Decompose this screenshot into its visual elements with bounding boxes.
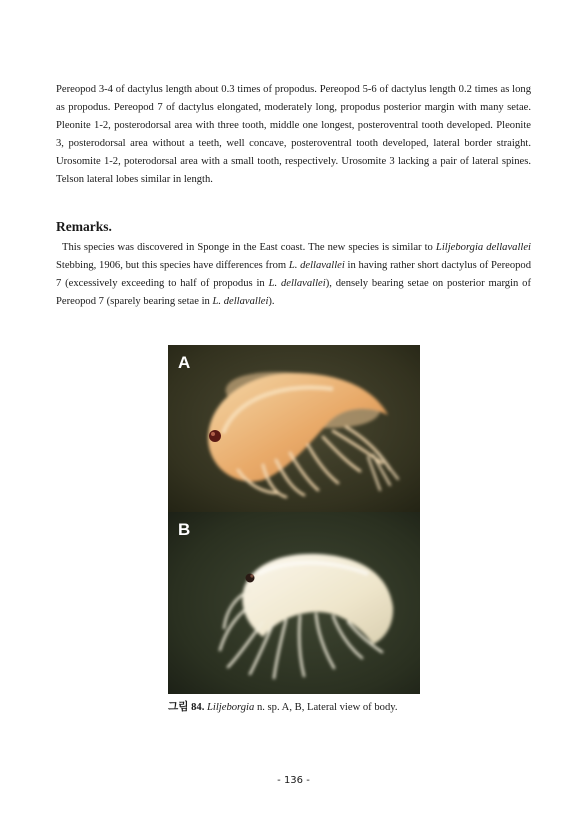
species-name: L. dellavallei [212,296,269,307]
remarks-text: ), densely bearing setae on posterior margin of Pereopod 7 (sparely bearing setae in [56,278,532,307]
remarks-paragraph [56,239,531,311]
description-paragraph: Pereopod 3-4 of dactylus length about 0.3 times of propodus. Pereopod 5-6 of dactylus length 0.2 times as long as propodus. Pereopod 7 of dactylus elongated, moderately long, propodus posterior margin with many setae. Pleonite 1-2, posterodorsal area with three tooth, middle one longest, posteroventral tooth developed. Pleonite 3, posterodorsal area without a teeth, well concave, posteroventral tooth developed, lateral border straight. Urosomite 1-2, poterodorsal area with a small tooth, respectively. Urosomite 3 lacking a pair of lateral spines. Telson lateral lobes similar in length. [56,84,531,185]
panel-label-a: A [178,353,191,372]
remarks-heading: Remarks. [56,219,112,234]
panel-label-b: B [178,520,191,539]
remarks-text: ). [268,296,275,307]
amphipod-pale-image [168,512,420,694]
species-name: Liljeborgia dellavallei [435,242,531,253]
specimen-photo-a [168,345,420,512]
figure-number: 그림 84. [168,702,205,713]
genus-name: Liljeborgia [207,702,255,713]
remarks-text: Stebbing, 1906, but this species have differences from [56,260,289,271]
remarks-text: This species was discovered in Sponge in the East coast. The new species is similar to [62,242,436,253]
amphipod-orange-image [168,345,420,512]
species-name: L. dellavallei [288,260,345,271]
caption-text: n. sp. A, B, Lateral view of body. [254,702,398,713]
species-name: L. dellavallei [268,278,326,289]
figure-caption [168,699,420,717]
specimen-photo-b [168,512,420,694]
remarks-text: in having rather short dactylus of Pereopod 7 (excessively exceeding to half of propodus in [56,260,532,289]
page-number: - 136 - [277,775,310,786]
